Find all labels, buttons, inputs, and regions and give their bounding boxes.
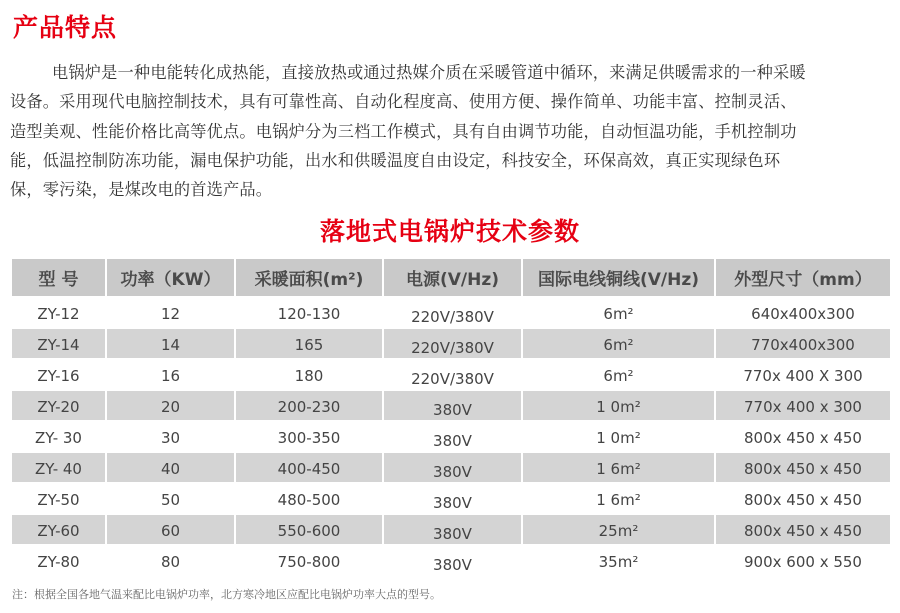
cell-area: 550-600 xyxy=(235,514,383,545)
table-row xyxy=(11,421,891,452)
cell-power: 16 xyxy=(106,359,235,390)
cell-wire: 6m² xyxy=(522,359,715,390)
footnote: 注：根据全国各地气温来配比电锅炉功率，北方寒冷地区应配比电锅炉功率大点的型号。 xyxy=(12,588,441,601)
cell-area: 480-500 xyxy=(235,483,383,514)
cell-area: 300-350 xyxy=(235,421,383,452)
table-header-row xyxy=(11,258,891,297)
description-line: 能，低温控制防冻功能，漏电保护功能，出水和供暖温度自由设定，科技安全，环保高效，真正实现绿色环 xyxy=(10,150,781,170)
cell-dimensions: 770x 400 X 300 xyxy=(715,359,891,390)
cell-dimensions: 800x 450 x 450 xyxy=(715,514,891,545)
product-description xyxy=(10,58,890,204)
cell-power: 50 xyxy=(106,483,235,514)
cell-supply: 380V xyxy=(383,545,522,576)
cell-wire: 1 0m² xyxy=(522,421,715,452)
cell-wire: 6m² xyxy=(522,328,715,359)
cell-dimensions: 800x 450 x 450 xyxy=(715,483,891,514)
cell-wire: 1 6m² xyxy=(522,452,715,483)
cell-model: ZY-20 xyxy=(11,390,106,421)
cell-dimensions: 800x 450 x 450 xyxy=(715,421,891,452)
cell-model: ZY-50 xyxy=(11,483,106,514)
cell-area: 750-800 xyxy=(235,545,383,576)
description-line: 设备。采用现代电脑控制技术，具有可靠性高、自动化程度高、使用方便、操作简单、功能丰富、控制灵活、 xyxy=(10,92,797,112)
section-title: 产品特点 xyxy=(13,13,118,42)
description-line: 保，零污染，是煤改电的首选产品。 xyxy=(10,180,273,200)
table-row xyxy=(11,328,891,359)
spec-table xyxy=(10,257,892,577)
table-title: 落地式电锅炉技术参数 xyxy=(319,217,580,246)
cell-wire: 6m² xyxy=(522,297,715,328)
cell-wire: 25m² xyxy=(522,514,715,545)
cell-area: 180 xyxy=(235,359,383,390)
table-row xyxy=(11,452,891,483)
cell-wire: 35m² xyxy=(522,545,715,576)
cell-supply: 220V/380V xyxy=(383,297,522,328)
header-power-supply: 电源(V/Hz) xyxy=(383,258,522,297)
cell-model: ZY- 40 xyxy=(11,452,106,483)
cell-model: ZY- 30 xyxy=(11,421,106,452)
header-model: 型 号 xyxy=(11,258,106,297)
cell-dimensions: 900x 600 x 550 xyxy=(715,545,891,576)
cell-model: ZY-12 xyxy=(11,297,106,328)
cell-power: 20 xyxy=(106,390,235,421)
header-copper-wire: 国际电线铜线(V/Hz) xyxy=(522,258,715,297)
cell-wire: 1 0m² xyxy=(522,390,715,421)
cell-dimensions: 800x 450 x 450 xyxy=(715,452,891,483)
table-row xyxy=(11,514,891,545)
table-row xyxy=(11,390,891,421)
table-row xyxy=(11,545,891,576)
cell-wire: 1 6m² xyxy=(522,483,715,514)
cell-supply: 380V xyxy=(383,514,522,545)
cell-power: 30 xyxy=(106,421,235,452)
cell-supply: 380V xyxy=(383,483,522,514)
cell-power: 12 xyxy=(106,297,235,328)
cell-model: ZY-16 xyxy=(11,359,106,390)
cell-dimensions: 770x400x300 xyxy=(715,328,891,359)
header-dimensions: 外型尺寸（mm） xyxy=(715,258,891,297)
cell-model: ZY-60 xyxy=(11,514,106,545)
cell-dimensions: 770x 400 x 300 xyxy=(715,390,891,421)
description-line: 电锅炉是一种电能转化成热能，直接放热或通过热媒介质在采暖管道中循环，来满足供暖需求的一种采暖 xyxy=(52,63,806,82)
cell-area: 200-230 xyxy=(235,390,383,421)
table-row xyxy=(11,359,891,390)
header-area: 采暖面积(m²) xyxy=(235,258,383,297)
cell-supply: 380V xyxy=(383,421,522,452)
cell-power: 40 xyxy=(106,452,235,483)
cell-power: 14 xyxy=(106,328,235,359)
description-line: 造型美观、性能价格比高等优点。电锅炉分为三档工作模式，具有自由调节功能，自动恒温功能，手机控制功 xyxy=(10,121,797,141)
cell-supply: 380V xyxy=(383,452,522,483)
cell-supply: 220V/380V xyxy=(383,328,522,359)
cell-dimensions: 640x400x300 xyxy=(715,297,891,328)
table-row xyxy=(11,483,891,514)
cell-area: 120-130 xyxy=(235,297,383,328)
cell-supply: 220V/380V xyxy=(383,359,522,390)
header-power: 功率（KW） xyxy=(106,258,235,297)
cell-model: ZY-80 xyxy=(11,545,106,576)
table-row xyxy=(11,297,891,328)
cell-power: 80 xyxy=(106,545,235,576)
cell-supply: 380V xyxy=(383,390,522,421)
cell-power: 60 xyxy=(106,514,235,545)
cell-area: 400-450 xyxy=(235,452,383,483)
cell-area: 165 xyxy=(235,328,383,359)
cell-model: ZY-14 xyxy=(11,328,106,359)
